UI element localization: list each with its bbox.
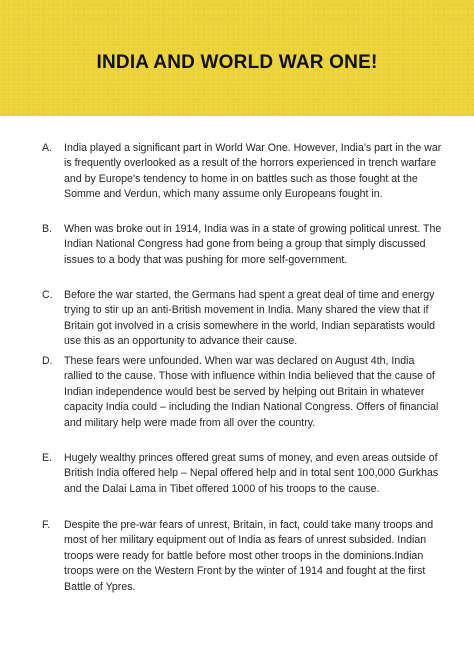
- item-text: When was broke out in 1914, India was in a state of growing political unrest. The Indian National Congress had gone from being a group that simply discussed issues to a body that was pushing for more self-government.: [64, 223, 442, 266]
- paragraph-item-c: [42, 288, 442, 350]
- item-text: These fears were unfounded. When war was declared on August 4th, India rallied to the cause. Those with influence within India believed that the cause of Indian independence would best be served by helping out Britain in whatever capacity India could – including the Indian National Congress. Offers of financial and military help were made from all over the country.: [64, 355, 439, 429]
- item-letter: D.: [42, 355, 53, 367]
- paragraph-item-a: [42, 141, 442, 203]
- item-letter: E.: [42, 452, 53, 464]
- paragraph-item-d: [42, 354, 442, 431]
- item-text: Despite the pre-war fears of unrest, Britain, in fact, could take many troops and most of her military equipment out of India as fears of unrest subsided. Indian troops were ready for battle before most other troops in the dominions.Indian troops were on the Western Front by the winter of 1914 and fought at the first Battle of Ypres.: [64, 519, 434, 593]
- title-banner: [0, 0, 474, 116]
- paragraph-item-e: [42, 451, 442, 497]
- item-letter: A.: [42, 142, 53, 154]
- item-letter: B.: [42, 223, 53, 235]
- item-text: India played a significant part in World War One. However, India’s part in the war is frequently overlooked as a result of the horrors experienced in trench warfare and by Europe’s tendency to home in on battles such as those fought at the Somme and Verdun, which many assume only Europeans fought in.: [64, 142, 442, 201]
- paragraph-item-f: [42, 518, 442, 595]
- page-title: INDIA AND WORLD WAR ONE!: [96, 52, 378, 73]
- item-letter: F.: [42, 519, 51, 531]
- item-text: Hugely wealthy princes offered great sums of money, and even areas outside of British India offered help – Nepal offered help and in total sent 100,000 Gurkhas and the Dalai Lama in Tibet offered 1000 of his troops to the cause.: [64, 452, 439, 495]
- item-letter: C.: [42, 289, 53, 301]
- item-text: Before the war started, the Germans had spent a great deal of time and energy trying to stir up an anti-British movement in India. Many shared the view that if Britain got involved in a crisis somewhere in the world, Indian separatists would use this as an opportunity to advance their cause.: [64, 289, 435, 348]
- paragraph-item-b: [42, 222, 442, 268]
